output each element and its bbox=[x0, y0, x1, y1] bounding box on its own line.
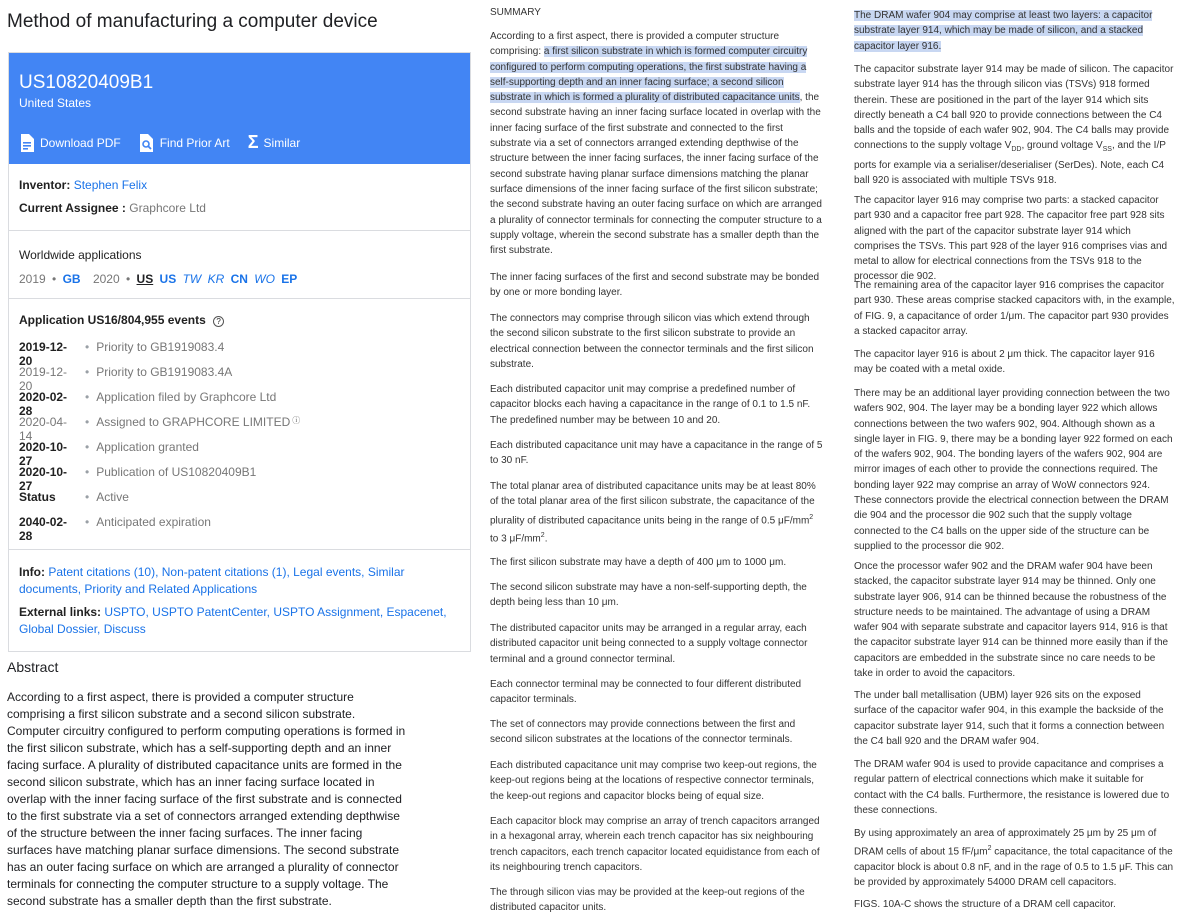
status-label: Status bbox=[19, 490, 56, 504]
event-date: 2019-12-20 bbox=[19, 340, 68, 368]
summary-text: to 3 μF/mm bbox=[490, 533, 541, 545]
country: United States bbox=[19, 96, 92, 110]
description-paragraph: FIGS. 10A-C shows the structure of a DRAM cell capacitor. bbox=[854, 899, 1116, 910]
timeline-dot: • bbox=[85, 465, 90, 479]
summary-paragraph: The inner facing surfaces of the first and second substrate may be bonded by one or more bonding layer. bbox=[490, 272, 820, 299]
description-paragraph: The remaining area of the capacitor layer 916 comprises the capacitor part 930. These areas comprise stacked capacitors with, in the example, of FIG. 9, a capacitance of order 1/μm. The capacitor part 930 provides a stacked capacitor array. bbox=[854, 280, 1175, 337]
timeline-dot: • bbox=[85, 365, 90, 379]
abstract-heading: Abstract bbox=[7, 659, 59, 675]
summary-text: The total planar area of distributed capacitance units may be at least 80% of the total planar area of the first silicon substrate, the capacitance of the plurality of distributed capacitance units being in the range of 0.5 μF/mm bbox=[490, 481, 816, 526]
assignee-label: Current Assignee : bbox=[19, 201, 126, 215]
summary-paragraph: Each connector terminal may be connected to four different distributed capacitor terminals. bbox=[490, 679, 802, 706]
app-tw[interactable]: TW bbox=[182, 272, 202, 286]
page-title: Method of manufacturing a computer device bbox=[7, 11, 378, 32]
summary-paragraph: The connectors may comprise through silicon vias which extend through the second silicon substrate to the first silicon substrate to provide an electrical connection between the connector terminals and the first silicon substrate. bbox=[490, 313, 814, 370]
description-paragraph bbox=[854, 62, 1176, 188]
inventor-label: Inventor: bbox=[19, 178, 71, 192]
description-paragraph: The DRAM wafer 904 is used to provide capacitance and comprises a regular pattern of electrical connections which make it suitable for contact with the C4 balls. Furthermore, the resistance is lowered due to these connections. bbox=[854, 759, 1170, 816]
divider bbox=[9, 298, 470, 299]
summary-paragraph: The distributed capacitor units may be arranged in a regular array, each distributed capacitor unit being connected to a supply voltage connector terminal and a ground connector terminal. bbox=[490, 623, 808, 665]
find-prior-art-button[interactable] bbox=[139, 134, 230, 152]
event-date: 2020-02-28 bbox=[19, 390, 68, 418]
divider bbox=[9, 230, 470, 231]
event-row bbox=[19, 390, 276, 418]
summary-paragraph: The set of connectors may provide connections between the first and second silicon substrates at the locations of the connector terminals. bbox=[490, 719, 796, 746]
timeline-dot: • bbox=[85, 515, 90, 529]
divider bbox=[9, 549, 470, 550]
description-text: capacitance, the total capacitance of the capacitor block is about 0.8 nF, and in the rage of 0.5 to 1.5 μF. This can be provided by approximately 54000 DRAM cell capacitors. bbox=[854, 846, 1174, 889]
sigma-icon: Σ bbox=[247, 132, 259, 152]
event-date: 2040-02-28 bbox=[19, 515, 68, 543]
event-row bbox=[19, 365, 232, 393]
superscript: 2 bbox=[987, 845, 992, 853]
similar-label: Similar bbox=[263, 135, 301, 150]
app-us-current[interactable]: US bbox=[136, 272, 154, 286]
summary-paragraph: The through silicon vias may be provided at the keep-out regions of the distributed capacitor units. bbox=[490, 887, 805, 914]
info-label: Info: bbox=[19, 565, 45, 579]
download-pdf-button[interactable] bbox=[19, 134, 121, 152]
events-title bbox=[19, 313, 224, 327]
event-text: Priority to GB1919083.4 bbox=[96, 340, 225, 354]
external-links-row bbox=[19, 604, 459, 638]
info-links[interactable]: Patent citations (10), Non-patent citations (1), Legal events, Similar documents, Priority and Related Applications bbox=[19, 565, 405, 596]
event-row bbox=[19, 415, 300, 443]
action-bar bbox=[9, 121, 470, 164]
event-text: Application granted bbox=[96, 440, 199, 454]
summary-paragraph: The first silicon substrate may have a depth of 400 μm to 1000 μm. bbox=[490, 557, 787, 568]
superscript: 2 bbox=[540, 532, 545, 540]
event-date: 2020-04-14 bbox=[19, 415, 68, 443]
superscript: 2 bbox=[809, 513, 814, 521]
status-value: Active bbox=[96, 490, 129, 504]
event-text: Anticipated expiration bbox=[96, 515, 211, 529]
highlighted-text: a first silicon substrate in which is formed computer circuitry configured to perform computing operations, the first substrate having a self-supporting depth and an inner facing surface; a second silicon substrate in which is formed a plurality of distributed capacitance units bbox=[490, 46, 808, 104]
abstract-text: According to a first aspect, there is provided a computer structure comprising a first silicon substrate and a second silicon substrate. Computer circuitry configured to perform computing operations is formed in the first silicon substrate, which has a self-supporting depth and an inner facing surface. A plurality of distributed capacitance units are formed in the second silicon substrate, which has an inner facing surface located in overlap with the inner facing surface of the first substrate and is connected to the first substrate via a set of connectors arranged extending depthwise of the structure between the inner facing surfaces. The inner facing surfaces have matching planar surface dimensions. The second substrate has an outer facing surface on which are arranged a plurality of connector terminals for connecting the computer structure to a supply voltage. The second substrate has a smaller depth than the first substrate. bbox=[7, 690, 406, 908]
inventor-link[interactable]: Stephen Felix bbox=[73, 178, 148, 192]
year-2020: 2020 bbox=[92, 272, 120, 286]
event-text: Priority to GB1919083.4A bbox=[96, 365, 233, 379]
event-date: 2020-10-27 bbox=[19, 440, 68, 468]
external-links[interactable]: USPTO, USPTO PatentCenter, USPTO Assignment, Espacenet, Global Dossier, Discuss bbox=[19, 605, 447, 636]
left-panel bbox=[0, 0, 480, 920]
info-row bbox=[19, 564, 459, 598]
description-paragraph: Once the processor wafer 902 and the DRAM wafer 904 have been stacked, the capacitor substrate layer 914 may be thinned. Only one substrate layer 906, 914 can be thinned because the robustness of the structure needs to be maintained. The advantage of using a DRAM wafer 904 with separate substrate and capacitor layers 914, 916 is that the capacitor substrate layer 914 can be thinned more easily than if the capacitors are embedded in the substrate since no care needs to be take in order to avoid the capacitors. bbox=[854, 561, 1169, 680]
summary-paragraph: Each capacitor block may comprise an array of trench capacitors arranged in a hexagonal array, wherein each trench capacitor has six neighbouring trench capacitors, each trench capacitor located equidistance from each of its neighbouring trench capacitors. bbox=[490, 816, 820, 873]
separator-dot: • bbox=[125, 272, 131, 286]
description-paragraph: The capacitor layer 916 may comprise two parts: a stacked capacitor part 930 and a capacitor free part 928. The capacitor free part 928 sits aligned with the part of the capacitor substrate layer 914 which comprises the TSVs. This part 928 of the layer 916 comprises vias and metal to allow for electrical connections from the TSVs 918 to the processor die 902. bbox=[854, 195, 1168, 283]
info-icon[interactable]: ⓘ bbox=[292, 416, 301, 425]
summary-paragraph: Each distributed capacitance unit may have a capacitance in the range of 5 to 30 nF. bbox=[490, 440, 823, 467]
summary-paragraph: Each distributed capacitor unit may comprise a predefined number of capacitor blocks each having a capacitance in the range of 0.1 to 1.5 nF. The predefined number may be between 10 and 20. bbox=[490, 384, 811, 426]
subscript: DD bbox=[1011, 146, 1022, 154]
event-row bbox=[19, 490, 129, 504]
summary-paragraph bbox=[490, 479, 823, 547]
inventor-row bbox=[19, 178, 147, 192]
app-wo[interactable]: WO bbox=[254, 272, 275, 286]
assignee-row bbox=[19, 201, 206, 215]
app-gb[interactable]: GB bbox=[62, 272, 81, 286]
event-row bbox=[19, 465, 256, 493]
description-paragraph bbox=[854, 826, 1176, 891]
similar-button[interactable] bbox=[248, 132, 300, 153]
worldwide-applications bbox=[19, 272, 300, 286]
summary-paragraph: The second silicon substrate may have a non-self-supporting depth, the depth being less than 10 μm. bbox=[490, 582, 807, 609]
pdf-icon bbox=[19, 134, 35, 152]
timeline-dot: • bbox=[85, 415, 90, 429]
summary-text: , the second substrate having an inner facing surface located in overlap with the inner facing surface of the first substrate and connected to the first substrate via a set of connectors arranged extending depthwise of the structure between the inner facing surfaces, the inner facing surface of the second substrate having planar surface dimensions matching the planar surface dimensions of the inner facing surface of the first silicon substrate; the second substrate having an outer facing surface on which are arranged a plurality of connector terminals for connecting the computer structure to a supply voltage, wherein the second substrate has a smaller depth than the first substrate. bbox=[490, 92, 822, 257]
app-us[interactable]: US bbox=[159, 272, 177, 286]
highlighted-text: The DRAM wafer 904 may comprise at least two layers: a capacitor substrate layer 914, which may be made of silicon, and a stacked capacitor layer 916. bbox=[854, 10, 1153, 52]
timeline-dot: • bbox=[85, 340, 90, 354]
search-document-icon bbox=[139, 134, 155, 152]
find-prior-art-label: Find Prior Art bbox=[159, 135, 230, 150]
description-text: The capacitor substrate layer 914 may be made of silicon. The capacitor substrate layer 914 has the through silicon vias (TSVs) 918 formed therein. These are positioned in the part of the layer 914 which sits directly beneath a C4 ball 920 to provide connections between the C4 balls and the topside of each wafer 902, 904. The C4 balls may provide connections to the supply voltage V bbox=[854, 64, 1174, 152]
timeline-dot: • bbox=[85, 390, 90, 404]
event-date: 2020-10-27 bbox=[19, 465, 68, 493]
year-2019: 2019 bbox=[19, 272, 46, 286]
separator-dot: • bbox=[52, 272, 57, 286]
patent-info-card bbox=[8, 52, 471, 652]
summary-heading: SUMMARY bbox=[490, 7, 541, 18]
event-date: 2019-12-20 bbox=[19, 365, 68, 393]
event-row bbox=[19, 515, 211, 543]
event-text: Publication of US10820409B1 bbox=[96, 465, 257, 479]
external-links-label: External links: bbox=[19, 605, 102, 619]
summary-text: According to a first aspect, there is provided a computer structure comprising: bbox=[490, 31, 780, 58]
app-kr[interactable]: KR bbox=[207, 272, 225, 286]
subscript: SS bbox=[1102, 146, 1112, 154]
description-paragraph: The under ball metallisation (UBM) layer 926 sits on the exposed surface of the capacitor wafer 904, in this example the backside of the capacitor substrate layer 914, such that it forms a connection between the C4 ball 920 and the DRAM wafer 904. bbox=[854, 690, 1165, 747]
summary-paragraph: Each distributed capacitance unit may comprise two keep-out regions, the keep-out regions being at the locations of respective connector terminals, the keep-out regions and capacitor blocks being of equal size. bbox=[490, 760, 817, 802]
patent-header bbox=[9, 53, 470, 164]
timeline-dot: • bbox=[85, 490, 90, 504]
assignee-value: Graphcore Ltd bbox=[129, 201, 206, 215]
publication-number: US10820409B1 bbox=[19, 72, 154, 93]
help-icon[interactable]: ? bbox=[213, 316, 224, 327]
description-text: , ground voltage V bbox=[1021, 140, 1103, 152]
description-paragraph: There may be an additional layer providing connection between the two wafers 902, 904. The layer may be a bonding layer 922 which allows connections between the two wafers 902, 904. Although shown as a single layer in FIG. 9, there may be a bonding layer 922 formed on each of the wafers 902, 904. The bonding layers of the wafers 902, 904 are mirror images of each other to provide the connections required. The bonding layer 922 may comprise an array of WoW connectors 924. These connectors provide the electrical connection between the DRAM die 904 and the processor die 902 such that the supply voltage connected to the C4 balls on the upper side of the structure can be supplied to the processor die 902. bbox=[854, 388, 1173, 552]
description-text: , and the I/P ports for example via a serialiser/deserialiser (SerDes). Note, each C4 ball 920 is associated with multiple TSVs 918. bbox=[854, 140, 1166, 187]
worldwide-applications-title: Worldwide applications bbox=[19, 248, 142, 262]
app-ep[interactable]: EP bbox=[281, 272, 298, 286]
event-text: Application filed by Graphcore Ltd bbox=[96, 390, 277, 404]
app-cn[interactable]: CN bbox=[230, 272, 248, 286]
event-text: Assigned to GRAPHCORE LIMITED bbox=[96, 415, 291, 429]
download-pdf-label: Download PDF bbox=[40, 135, 121, 150]
event-row bbox=[19, 340, 224, 368]
description-paragraph bbox=[854, 8, 1176, 54]
events-title-text: Application US16/804,955 events bbox=[19, 313, 206, 327]
event-row bbox=[19, 440, 199, 468]
description-text: By using approximately an area of approximately 25 μm by 25 μm of DRAM cells of about 15 fF/μm bbox=[854, 828, 1157, 858]
summary-paragraph bbox=[490, 29, 823, 258]
timeline-dot: • bbox=[85, 440, 90, 454]
description-paragraph: The capacitor layer 916 is about 2 μm thick. The capacitor layer 916 may be coated with a metal oxide. bbox=[854, 349, 1155, 376]
summary-text: . bbox=[544, 533, 548, 545]
